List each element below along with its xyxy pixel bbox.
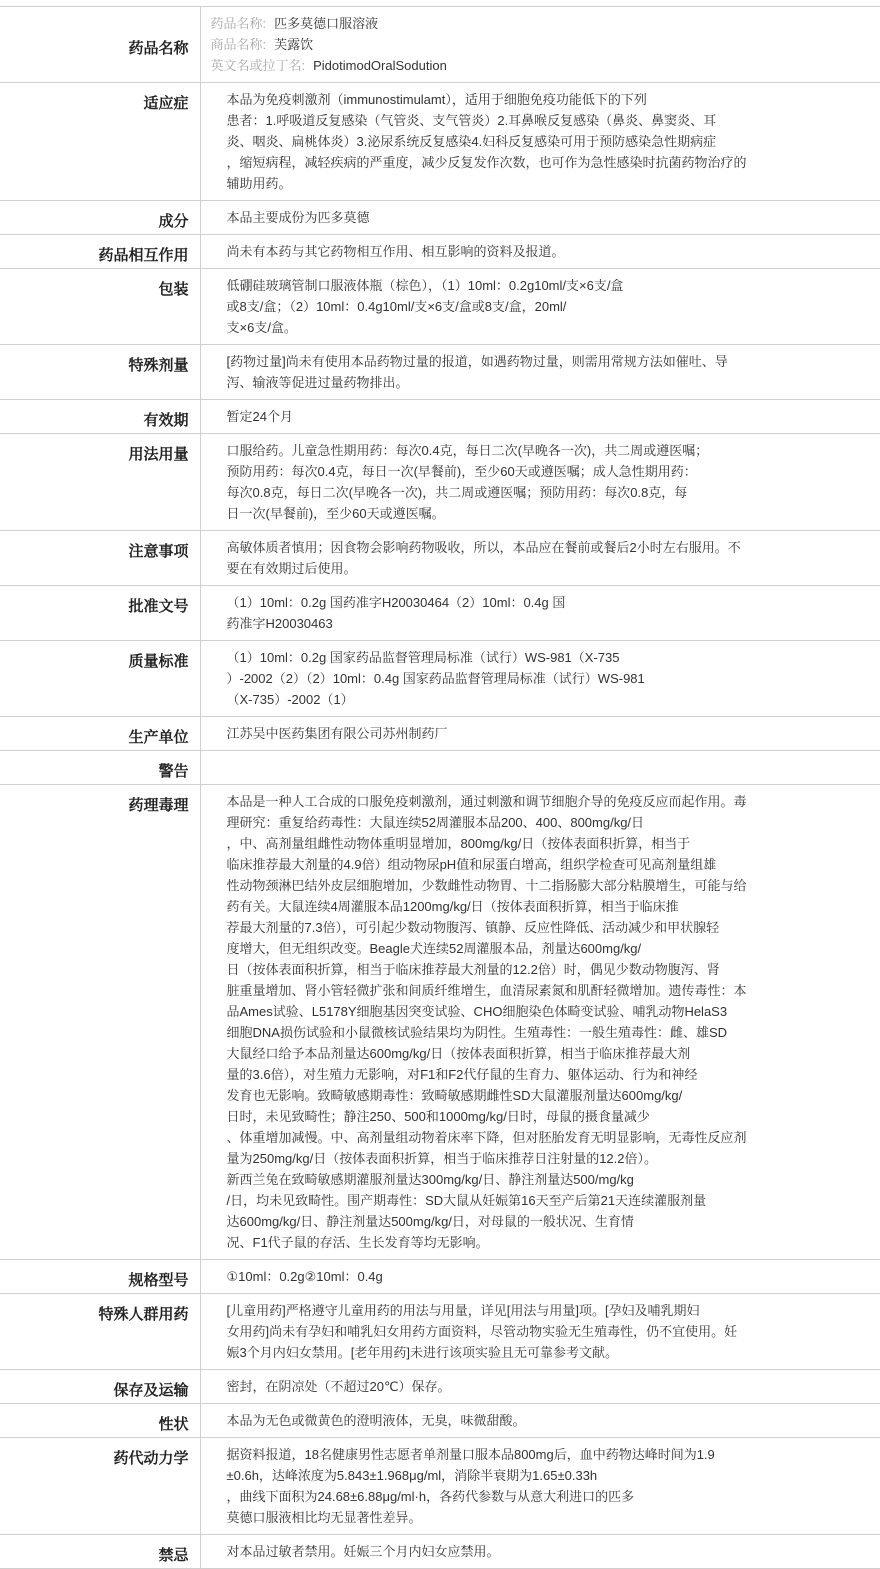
english-name-value: PidotimodOralSodution [313, 58, 447, 73]
text-line: 发育也无影响。致畸敏感期毒性：致畸敏感期雌性SD大鼠灌服剂量达600mg/kg/ [226, 1088, 683, 1103]
text-line: 本品主要成份为匹多莫德 [226, 210, 370, 225]
text-line: 大鼠经口给予本品剂量达600mg/kg/日（按体表面积折算，相当于临床推荐最大剂 [226, 1046, 691, 1061]
info-row [0, 641, 880, 717]
info-row [0, 345, 880, 400]
text-line: 性动物颈淋巴结外皮层细胞增加，少数雌性动物胃、十二指肠膨大部分粘膜增生，可能与给 [226, 878, 747, 893]
text-line: ）-2002（2）（2）10ml：0.4g 国家药品监督管理局标准（试行）WS-981 [226, 671, 645, 686]
info-row [0, 785, 880, 1260]
text-line: [药物过量]尚未有使用本品药物过量的报道，如遇药物过量，则需用常规方法如催吐、导 [226, 354, 728, 369]
english-name-key: 英文名或拉丁名: [210, 58, 306, 73]
text-line: 量的3.6倍），对生殖力无影响，对F1和F2代仔鼠的生育力、躯体运动、行为和神经 [226, 1067, 698, 1082]
row-label: 规格型号 [0, 1260, 200, 1294]
info-row [0, 586, 880, 641]
text-line: 药准字H20030463 [226, 616, 333, 631]
row-value [200, 1438, 880, 1535]
text-line: 理研究：重复给药毒性：大鼠连续52周灌服本品200、400、800mg/kg/日 [226, 815, 645, 830]
text-line: 尚未有本药与其它药物相互作用、相互影响的资料及报道。 [226, 244, 565, 259]
row-value [200, 434, 880, 531]
info-row [0, 1438, 880, 1535]
text-line: 或8支/盒；（2）10ml：0.4g10ml/支×6支/盒或8支/盒，20ml/ [226, 299, 567, 314]
text-line: 要在有效期过后使用。 [226, 561, 357, 576]
text-line: 本品为无色或微黄色的澄明液体，无臭，味微甜酸。 [226, 1413, 526, 1428]
drug-info-table [0, 6, 880, 1569]
row-value [200, 1294, 880, 1370]
text-line: 达600mg/kg/日、静注剂量达500mg/kg/日，对母鼠的一般状况、生育情 [226, 1214, 634, 1229]
text-line: 据资料报道，18名健康男性志愿者单剂量口服本品800mg后，血中药物达峰时间为1.9 [226, 1447, 715, 1462]
row-label: 药品名称 [0, 7, 200, 83]
text-line: 娠3个月内妇女禁用。[老年用药]未进行该项实验且无可靠参考文献。 [226, 1345, 618, 1360]
row-value [200, 531, 880, 586]
text-line: 度增大，但无组织改变。Beagle犬连续52周灌服本品，剂量达600mg/kg/ [226, 941, 642, 956]
generic-name-line [211, 13, 851, 34]
text-line: （1）10ml：0.2g 国家药品监督管理局标准（试行）WS-981（X-735 [226, 650, 620, 665]
info-row [0, 83, 880, 201]
text-line: ，中、高剂量组雌性动物体重明显增加，800mg/kg/日（按体表面积折算，相当于 [226, 836, 691, 851]
info-row [0, 269, 880, 345]
text-line: ±0.6h，达峰浓度为5.843±1.968μg/ml，消除半衰期为1.65±0.33h [226, 1468, 598, 1483]
text-line: ，曲线下面积为24.68±6.88μg/ml·h，各药代参数与从意大利进口的匹多 [226, 1489, 635, 1504]
text-line: /日，均未见致畸性。围产期毒性：SD大鼠从妊娠第16天至产后第21天连续灌服剂量 [226, 1193, 707, 1208]
generic-name-value: 匹多莫德口服溶液 [274, 16, 379, 31]
info-row [0, 1404, 880, 1438]
text-line: 量为250mg/kg/日（按体表面积折算，相当于临床推荐日注射量的12.2倍）。 [226, 1151, 658, 1166]
text-line: 日一次(早餐前)，至少60天或遵医嘱。 [226, 506, 445, 521]
row-label: 适应症 [0, 83, 200, 201]
row-label: 性状 [0, 1404, 200, 1438]
row-label: 包装 [0, 269, 200, 345]
text-line: 支×6支/盒。 [226, 320, 297, 335]
text-line: 口服给药。儿童急性期用药：每次0.4克，每日二次(早晚各一次)，共二周或遵医嘱； [226, 443, 709, 458]
generic-name-key: 药品名称: [210, 16, 267, 31]
info-row [0, 1260, 880, 1294]
row-label: 生产单位 [0, 717, 200, 751]
row-label: 成分 [0, 201, 200, 235]
text-line: 高敏体质者慎用；因食物会影响药物吸收，所以，本品应在餐前或餐后2小时左右服用。不 [226, 540, 741, 555]
drug-info-body [0, 7, 880, 1569]
text-line: 每次0.8克，每日二次(早晚各一次)，共二周或遵医嘱；预防用药：每次0.8克，每 [226, 485, 688, 500]
text-line: 况、F1代子鼠的存活、生长发育等均无影响。 [226, 1235, 489, 1250]
row-value [200, 235, 880, 269]
text-line: ，缩短病程，减轻疾病的严重度，减少反复发作次数，也可作为急性感染时抗菌药物治疗的 [226, 155, 747, 170]
text-line: 对本品过敏者禁用。妊娠三个月内妇女应禁用。 [226, 1544, 500, 1559]
text-line: 辅助用药。 [226, 176, 292, 191]
row-value [200, 1370, 880, 1404]
text-line: ①10ml：0.2g②10ml：0.4g [226, 1269, 383, 1284]
text-line: 低硼硅玻璃管制口服液体瓶（棕色），（1）10ml：0.2g10ml/支×6支/盒 [226, 278, 624, 293]
row-value [200, 717, 880, 751]
row-label: 药品相互作用 [0, 235, 200, 269]
text-line: 临床推荐最大剂量的4.9倍）组动物尿pH值和尿蛋白增高，组织学检查可见高剂量组雄 [226, 857, 717, 872]
row-label: 特殊剂量 [0, 345, 200, 400]
info-row [0, 1370, 880, 1404]
drug-name-values [200, 7, 880, 83]
row-value [200, 269, 880, 345]
row-value [200, 751, 880, 785]
row-value [200, 400, 880, 434]
text-line: 密封，在阴凉处（不超过20℃）保存。 [226, 1379, 451, 1394]
row-value [200, 83, 880, 201]
trade-name-value: 芙露饮 [274, 37, 314, 52]
text-line: 本品为免疫刺激剂（immunostimulamt），适用于细胞免疫功能低下的下列 [226, 92, 647, 107]
info-row [0, 751, 880, 785]
text-line: [儿童用药]严格遵守儿童用药的用法与用量，详见[用法与用量]项。[孕妇及哺乳期妇 [226, 1303, 700, 1318]
text-line: （1）10ml：0.2g 国药准字H20030464（2）10ml：0.4g 国 [226, 595, 566, 610]
row-value [200, 345, 880, 400]
row-drug-name [0, 7, 880, 83]
english-name-line [211, 55, 851, 76]
row-value [200, 785, 880, 1260]
row-value [200, 1404, 880, 1438]
row-label: 警告 [0, 751, 200, 785]
text-line: 暂定24个月 [226, 409, 293, 424]
info-row [0, 400, 880, 434]
text-line: 脏重量增加、肾小管轻微扩张和间质纤维增生，血清尿素氮和肌酐轻微增加。遗传毒性：本 [226, 983, 747, 998]
row-label: 用法用量 [0, 434, 200, 531]
row-label: 特殊人群用药 [0, 1294, 200, 1370]
row-label: 保存及运输 [0, 1370, 200, 1404]
info-row [0, 531, 880, 586]
text-line: 莫德口服液相比均无显著性差异。 [226, 1510, 422, 1525]
row-label: 禁忌 [0, 1535, 200, 1569]
text-line: 荐最大剂量的7.3倍），可引起少数动物腹泻、镇静、反应性降低、活动减少和甲状腺轻 [226, 920, 720, 935]
text-line: 药有关。大鼠连续4周灌服本品1200mg/kg/日（按体表面积折算，相当于临床推 [226, 899, 679, 914]
text-line: 日时，未见致畸性；静注250、500和1000mg/kg/日时，母鼠的摄食量减少 [226, 1109, 650, 1124]
row-value [200, 1260, 880, 1294]
text-line: 品Ames试验、L5178Y细胞基因突变试验、CHO细胞染色体畸变试验、哺乳动物HelaS3 [226, 1004, 728, 1019]
info-row [0, 235, 880, 269]
text-line: （X-735）-2002（1） [226, 692, 354, 707]
text-line: 女用药]尚未有孕妇和哺乳妇女用药方面资料，尽管动物实验无生殖毒性，仍不宜使用。妊 [226, 1324, 738, 1339]
info-row [0, 717, 880, 751]
info-row [0, 1535, 880, 1569]
trade-name-key: 商品名称: [210, 37, 267, 52]
text-line: 江苏吴中医药集团有限公司苏州制药厂 [226, 726, 448, 741]
row-value [200, 641, 880, 717]
row-label: 批准文号 [0, 586, 200, 641]
row-value [200, 586, 880, 641]
row-label: 注意事项 [0, 531, 200, 586]
row-value [200, 1535, 880, 1569]
text-line: 本品是一种人工合成的口服免疫刺激剂，通过刺激和调节细胞介导的免疫反应而起作用。毒 [226, 794, 747, 809]
text-line: 炎、咽炎、扁桃体炎）3.泌尿系统反复感染4.妇科反复感染可用于预防感染急性期病症 [226, 134, 717, 149]
trade-name-line [211, 34, 851, 55]
text-line: 、体重增加减慢。中、高剂量组动物着床率下降，但对胚胎发育无明显影响，无毒性反应剂 [226, 1130, 747, 1145]
row-label: 药理毒理 [0, 785, 200, 1260]
text-line: 新西兰兔在致畸敏感期灌服剂量达300mg/kg/日、静注剂量达500/mg/kg [226, 1172, 634, 1187]
row-label: 质量标准 [0, 641, 200, 717]
info-row [0, 201, 880, 235]
info-row [0, 1294, 880, 1370]
info-row [0, 434, 880, 531]
text-line: 预防用药：每次0.4克，每日一次(早餐前)，至少60天或遵医嘱；成人急性期用药： [226, 464, 697, 479]
row-value [200, 201, 880, 235]
text-line: 日（按体表面积折算，相当于临床推荐最大剂量的12.2倍）时，偶见少数动物腹泻、肾 [226, 962, 720, 977]
text-line: 患者：1.呼吸道反复感染（气管炎、支气管炎）2.耳鼻喉反复感染（鼻炎、鼻窦炎、耳 [226, 113, 717, 128]
row-label: 有效期 [0, 400, 200, 434]
text-line: 细胞DNA损伤试验和小鼠微核试验结果均为阴性。生殖毒性：一般生殖毒性：雌、雄SD [226, 1025, 728, 1040]
text-line: 泻、输液等促进过量药物排出。 [226, 375, 409, 390]
row-label: 药代动力学 [0, 1438, 200, 1535]
